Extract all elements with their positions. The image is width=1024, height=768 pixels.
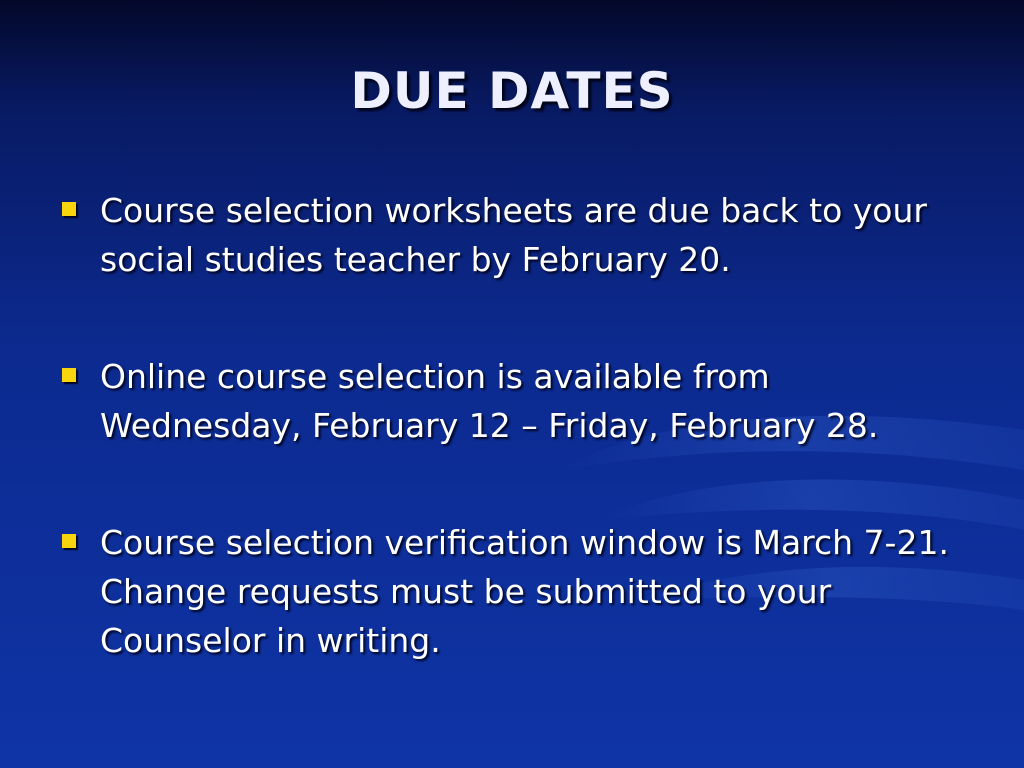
bullet-text: Course selection verification window is March 7-21. Change requests must be submitted to your Counselor in writing. — [100, 523, 970, 660]
square-bullet-icon — [62, 202, 76, 216]
bullet-list — [62, 186, 970, 733]
slide-title: DUE DATES — [350, 62, 674, 120]
bullet-text: Course selection worksheets are due back to your social studies teacher by February 20. — [100, 191, 938, 279]
bullet-item — [62, 518, 970, 665]
bullet-text: Online course selection is available from Wednesday, February 12 – Friday, February 28. — [100, 357, 879, 445]
square-bullet-icon — [62, 368, 76, 382]
bullet-item — [62, 352, 967, 450]
bullet-item — [62, 186, 967, 284]
square-bullet-icon — [62, 534, 76, 548]
